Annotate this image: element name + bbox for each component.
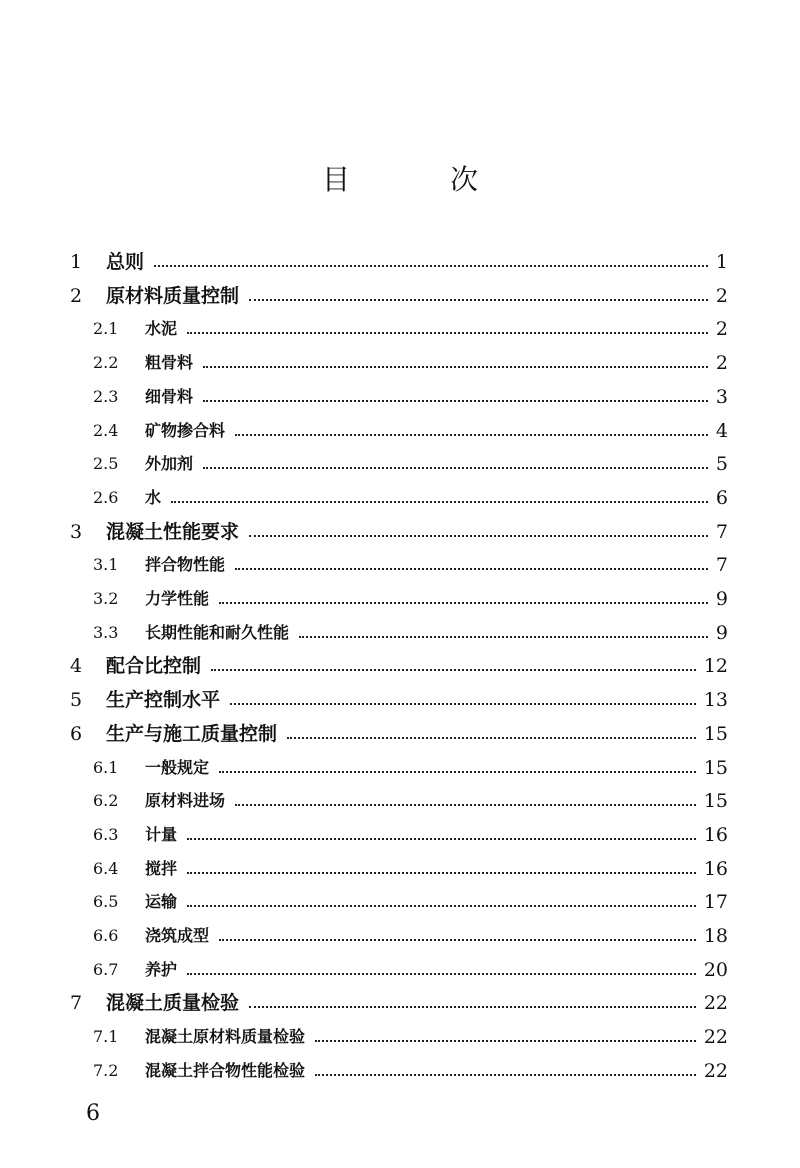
toc-entry-number: 7.1 <box>93 1027 119 1046</box>
toc-entry <box>0 754 800 782</box>
toc-leader-dots <box>235 804 696 806</box>
toc-entry-title: 混凝土质量检验 <box>106 989 243 1017</box>
toc-entry-page: 6 <box>715 487 728 509</box>
toc-entry <box>0 956 800 984</box>
toc-entry-page: 1 <box>715 251 728 273</box>
toc-entry-title: 运输 <box>145 888 181 916</box>
toc-entry-number: 2.6 <box>93 488 119 507</box>
toc-entry-number: 6 <box>70 723 83 745</box>
toc-entry-title: 粗骨料 <box>145 349 197 377</box>
toc-entry-title: 原材料进场 <box>145 787 229 815</box>
toc-entry-number: 3.1 <box>93 555 119 574</box>
toc-entry-page: 2 <box>715 318 728 340</box>
toc-entry-number: 4 <box>70 655 83 677</box>
toc-entry-page: 9 <box>715 588 728 610</box>
toc-entry <box>0 484 800 512</box>
toc-entry-page: 22 <box>703 992 728 1014</box>
toc-entry-number: 1 <box>70 251 83 273</box>
toc-leader-dots <box>187 838 696 840</box>
toc-leader-dots <box>171 501 708 503</box>
toc-entry-title: 总则 <box>106 248 148 276</box>
toc-leader-dots <box>249 535 708 537</box>
toc-entry <box>0 888 800 916</box>
toc-entry <box>0 1057 800 1085</box>
toc-entry-page: 5 <box>715 453 728 475</box>
toc-leader-dots <box>230 703 696 705</box>
toc-entry-title: 养护 <box>145 956 181 984</box>
toc-entry-title: 混凝土原材料质量检验 <box>145 1023 309 1051</box>
toc-leader-dots <box>315 1040 696 1042</box>
toc-entry <box>0 315 800 343</box>
toc-entry-page: 22 <box>703 1060 728 1082</box>
toc-entry <box>0 417 800 445</box>
toc-entry-number: 6.7 <box>93 960 119 979</box>
toc-entry-title: 水 <box>145 484 165 512</box>
toc-entry-page: 20 <box>703 959 728 981</box>
toc-leader-dots <box>235 568 708 570</box>
toc-entry-number: 2.4 <box>93 421 119 440</box>
toc-entry-title: 生产与施工质量控制 <box>106 720 281 748</box>
toc-entry-title: 配合比控制 <box>106 652 205 680</box>
toc-entry-title: 浇筑成型 <box>145 922 213 950</box>
toc-entry-page: 17 <box>703 891 728 913</box>
toc-entry-title: 计量 <box>145 821 181 849</box>
toc-entry-page: 15 <box>703 790 728 812</box>
toc-entry-page: 2 <box>715 352 728 374</box>
toc-entry-page: 16 <box>703 858 728 880</box>
toc-leader-dots <box>249 1006 696 1008</box>
toc-entry <box>0 349 800 377</box>
page-number: 6 <box>86 1101 100 1126</box>
toc-leader-dots <box>154 265 708 267</box>
toc-entry-title: 搅拌 <box>145 855 181 883</box>
toc-entry-number: 7 <box>70 992 83 1014</box>
toc-leader-dots <box>249 299 708 301</box>
toc-entry <box>0 1023 800 1051</box>
toc-entry-number: 2 <box>70 285 83 307</box>
toc-leader-dots <box>219 602 708 604</box>
toc-entry-number: 6.5 <box>93 892 119 911</box>
toc-leader-dots <box>315 1074 696 1076</box>
toc-entry-number: 3.2 <box>93 589 119 608</box>
toc-entry-number: 6.3 <box>93 825 119 844</box>
toc-entry-title: 外加剂 <box>145 450 197 478</box>
toc-entry-number: 5 <box>70 689 83 711</box>
toc-leader-dots <box>203 467 708 469</box>
toc-entry <box>0 551 800 579</box>
toc-entry-page: 7 <box>715 521 728 543</box>
toc-leader-dots <box>187 973 696 975</box>
toc-entry-number: 3 <box>70 521 83 543</box>
toc-entry-page: 18 <box>703 925 728 947</box>
toc-entry <box>0 686 800 714</box>
toc-leader-dots <box>187 872 696 874</box>
toc-entry-number: 6.1 <box>93 758 119 777</box>
toc-entry-page: 15 <box>703 757 728 779</box>
toc-entry-title: 力学性能 <box>145 585 213 613</box>
toc-leader-dots <box>287 737 696 739</box>
toc-entry <box>0 282 800 310</box>
toc-entry-title: 生产控制水平 <box>106 686 224 714</box>
toc-leader-dots <box>299 636 708 638</box>
toc-entry-number: 6.4 <box>93 859 119 878</box>
toc-entry-page: 22 <box>703 1026 728 1048</box>
toc-entry <box>0 787 800 815</box>
toc-entry <box>0 922 800 950</box>
toc-leader-dots <box>203 366 708 368</box>
toc-entry-number: 7.2 <box>93 1061 119 1080</box>
toc-entry-page: 16 <box>703 824 728 846</box>
toc-entry-title: 拌合物性能 <box>145 551 229 579</box>
toc-leader-dots <box>219 939 696 941</box>
toc-entry-number: 6.6 <box>93 926 119 945</box>
toc-entry-title: 细骨料 <box>145 383 197 411</box>
toc-entry-number: 2.2 <box>93 353 119 372</box>
toc-entry <box>0 450 800 478</box>
toc-leader-dots <box>235 434 708 436</box>
toc-entry-title: 混凝土拌合物性能检验 <box>145 1057 309 1085</box>
toc-entry <box>0 518 800 546</box>
toc-entry <box>0 585 800 613</box>
toc-leader-dots <box>203 400 708 402</box>
toc-entry <box>0 855 800 883</box>
toc-leader-dots <box>211 669 696 671</box>
toc-leader-dots <box>219 771 696 773</box>
toc-entry-number: 3.3 <box>93 623 119 642</box>
toc-entry-number: 2.1 <box>93 319 119 338</box>
toc-entry <box>0 652 800 680</box>
toc-entry <box>0 619 800 647</box>
toc-entry-title: 混凝土性能要求 <box>106 518 243 546</box>
toc-entry-page: 13 <box>703 689 728 711</box>
toc-entry-page: 9 <box>715 622 728 644</box>
toc-entry-title: 原材料质量控制 <box>106 282 243 310</box>
page-title: 目 次 <box>321 163 514 196</box>
toc-entry <box>0 383 800 411</box>
toc-entry-title: 矿物掺合料 <box>145 417 229 445</box>
toc-entry-title: 水泥 <box>145 315 181 343</box>
toc-leader-dots <box>187 332 708 334</box>
toc-entry-number: 6.2 <box>93 791 119 810</box>
toc-entry-page: 4 <box>715 420 728 442</box>
toc-entry <box>0 720 800 748</box>
toc-leader-dots <box>187 905 696 907</box>
toc-entry-page: 12 <box>703 655 728 677</box>
toc-entry-number: 2.5 <box>93 454 119 473</box>
toc-entry-page: 3 <box>715 386 728 408</box>
toc-entry-number: 2.3 <box>93 387 119 406</box>
toc-entry-page: 2 <box>715 285 728 307</box>
toc-entry-page: 7 <box>715 554 728 576</box>
toc-entry <box>0 821 800 849</box>
toc-entry <box>0 989 800 1017</box>
toc-entry-title: 一般规定 <box>145 754 213 782</box>
toc-entry-title: 长期性能和耐久性能 <box>145 619 293 647</box>
toc-entry <box>0 248 800 276</box>
toc-entry-page: 15 <box>703 723 728 745</box>
